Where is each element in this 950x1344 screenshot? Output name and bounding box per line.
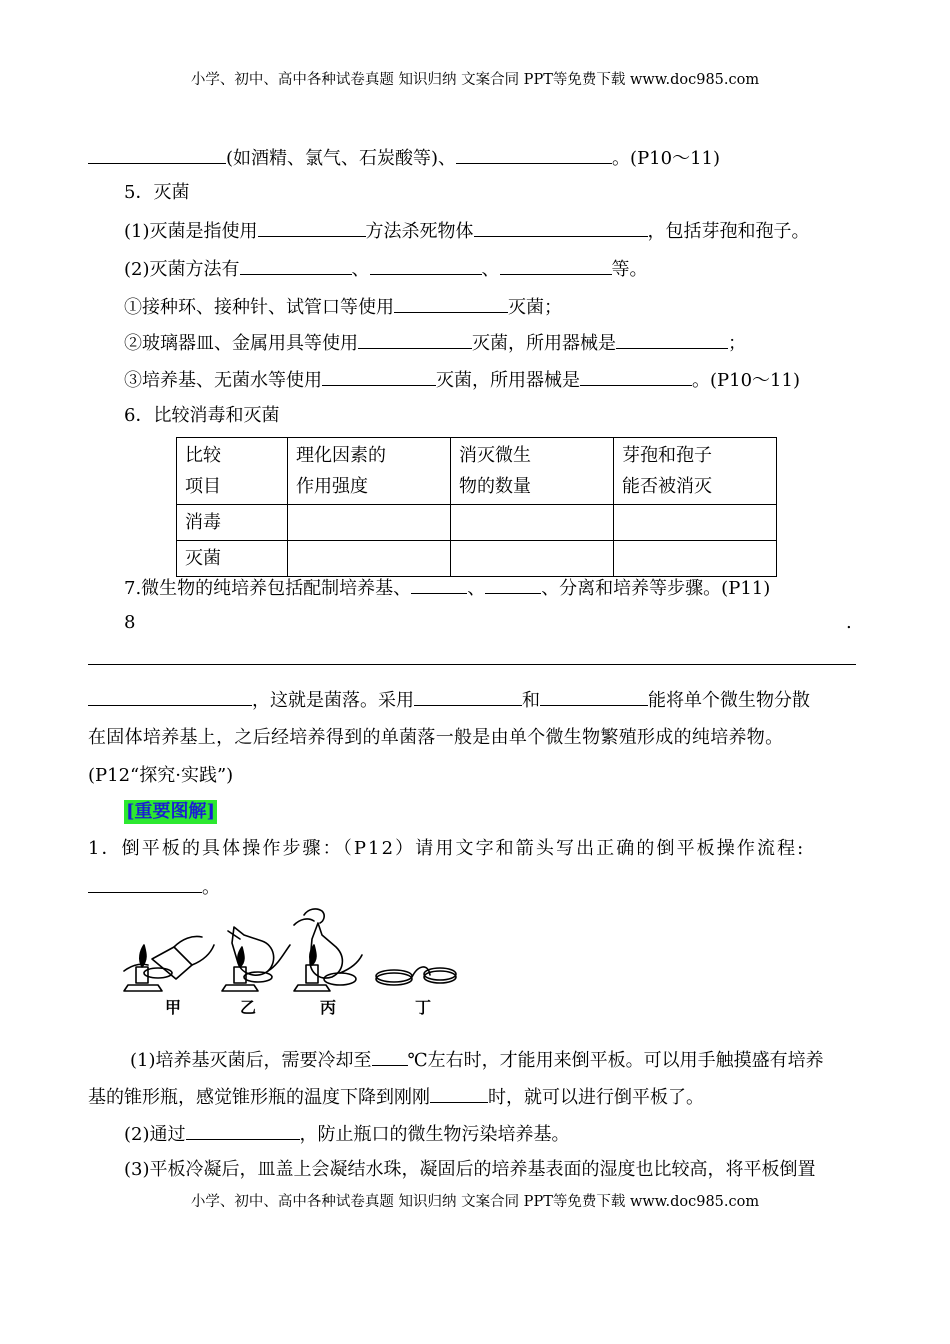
text: (2)灭菌方法有 [124, 259, 240, 280]
line-5-3 [124, 294, 562, 320]
line-8-4: (P12“探究·实践”) [88, 765, 234, 786]
question-1: 1．倒平板的具体操作步骤：（P12）请用文字和箭头写出正确的倒平板操作流程: [88, 838, 806, 859]
page-footer: 小学、初中、高中各种试卷真题 知识归纳 文案合同 PPT等免费下载 www.doc985.com [190, 1194, 760, 1210]
key-diagram-tag: [重要图解] [126, 801, 216, 822]
line-5-2 [124, 256, 648, 282]
text: ，包括芽孢和孢子。 [647, 221, 810, 242]
text: (如酒精、氯气、石炭酸等)、 [226, 148, 457, 169]
blank[interactable] [540, 687, 648, 706]
text: ，这就是菌落。采用 [252, 690, 414, 711]
text: 、分离和培养等步骤。(P11) [541, 578, 771, 599]
text: 灭菌，所用器械是 [436, 370, 580, 391]
step-ding-drawing [376, 967, 456, 985]
text: 和 [522, 690, 540, 711]
text: (1)培养基灭菌后，需要冷却至 [130, 1050, 372, 1071]
table-header-cell: 消灭微生 物的数量 [451, 438, 614, 505]
line-7 [124, 575, 770, 601]
blank[interactable] [88, 874, 202, 893]
line-5-1 [124, 218, 810, 244]
table-cell[interactable] [451, 505, 614, 541]
paragraph-3: (3)平板冷凝后，皿盖上会凝结水珠，凝固后的培养基表面的湿度也比较高，将平板倒置 [124, 1159, 816, 1180]
blank[interactable] [240, 256, 352, 275]
table-cell[interactable] [288, 541, 451, 577]
table-row [177, 505, 777, 541]
text: (1)灭菌是指使用 [124, 221, 258, 242]
paragraph-2 [124, 1121, 570, 1147]
table-header-cell: 芽孢和孢子 能否被消灭 [614, 438, 777, 505]
table-header-cell: 比较 项目 [177, 438, 288, 505]
text: 能将单个微生物分散 [648, 690, 810, 711]
text: 等。 [611, 259, 648, 280]
text: 。(P10～11) [612, 148, 721, 169]
blank[interactable] [474, 218, 648, 237]
blank[interactable] [616, 330, 728, 349]
item-8-number: 8 [124, 612, 136, 633]
key-diagram-heading [124, 800, 217, 824]
table-row-label: 消毒 [177, 505, 288, 541]
section-5-title: 5．灭菌 [124, 182, 190, 203]
table-cell[interactable] [614, 505, 777, 541]
line-8-3: 在固体培养基上，之后经培养得到的单菌落一般是由单个微生物繁殖形成的纯培养物。 [88, 727, 784, 748]
table-row [177, 541, 777, 577]
table-row-label: 灭菌 [177, 541, 288, 577]
item-8-dot: . [846, 612, 852, 633]
text: 、 [351, 259, 370, 280]
blank[interactable] [430, 1084, 488, 1103]
blank[interactable] [88, 687, 252, 706]
figure-label-bing: 丙 [320, 998, 337, 1017]
text: 。(P10～11) [692, 370, 800, 391]
blank[interactable] [358, 330, 472, 349]
step-yi-drawing [222, 927, 290, 991]
text: ③培养基、无菌水等使用 [124, 370, 322, 391]
text: 时，就可以进行倒平板了。 [488, 1087, 704, 1108]
blank[interactable] [322, 367, 436, 386]
blank[interactable] [500, 256, 612, 275]
question-1-answer [88, 874, 220, 900]
page-header: 小学、初中、高中各种试卷真题 知识归纳 文案合同 PPT等免费下载 www.doc985.com [190, 72, 760, 88]
table-cell[interactable] [288, 505, 451, 541]
blank[interactable] [414, 687, 522, 706]
long-blank-line[interactable] [88, 664, 856, 665]
table-header-row [177, 438, 777, 505]
text: 基的锥形瓶，感觉锥形瓶的温度下降到刚刚 [88, 1087, 430, 1108]
text: 方法杀死物体 [365, 221, 474, 242]
figure-label-jia: 甲 [165, 998, 182, 1017]
blank[interactable] [411, 575, 467, 594]
text: ； [728, 333, 746, 354]
text: ①接种环、接种针、试管口等使用 [124, 297, 394, 318]
blank[interactable] [394, 294, 508, 313]
blank[interactable] [485, 575, 541, 594]
line-5-4 [124, 330, 746, 356]
step-bing-drawing [294, 909, 362, 991]
paragraph-1-cont [88, 1084, 704, 1110]
blank[interactable] [456, 145, 612, 164]
blank[interactable] [186, 1121, 300, 1140]
table-cell[interactable] [451, 541, 614, 577]
paragraph-1 [130, 1047, 824, 1073]
figure-label-ding: 丁 [415, 998, 432, 1017]
line-5-5 [124, 367, 800, 393]
blank[interactable] [372, 1047, 408, 1066]
text: ，防止瓶口的微生物污染培养基。 [299, 1124, 570, 1145]
text: 灭菌； [508, 297, 562, 318]
comparison-table [176, 437, 777, 577]
text: ℃左右时，才能用来倒平板。可以用手触摸盛有培养 [407, 1050, 824, 1071]
text: 、 [481, 259, 500, 280]
step-jia-drawing [124, 936, 214, 991]
text: 。 [202, 877, 220, 898]
text: ②玻璃器皿、金属用具等使用 [124, 333, 358, 354]
table-header-cell: 理化因素的 作用强度 [288, 438, 451, 505]
table-cell[interactable] [614, 541, 777, 577]
line-disinfectants [88, 145, 720, 171]
figure-label-yi: 乙 [240, 998, 257, 1017]
blank[interactable] [258, 218, 366, 237]
text: 、 [467, 578, 486, 599]
section-6-title: 6．比较消毒和灭菌 [124, 405, 280, 426]
blank[interactable] [88, 145, 226, 164]
blank[interactable] [370, 256, 482, 275]
text: 灭菌，所用器械是 [472, 333, 616, 354]
text: 7.微生物的纯培养包括配制培养基、 [124, 578, 412, 599]
text: (2)通过 [124, 1124, 186, 1145]
blank[interactable] [580, 367, 692, 386]
line-8-2 [88, 687, 810, 713]
